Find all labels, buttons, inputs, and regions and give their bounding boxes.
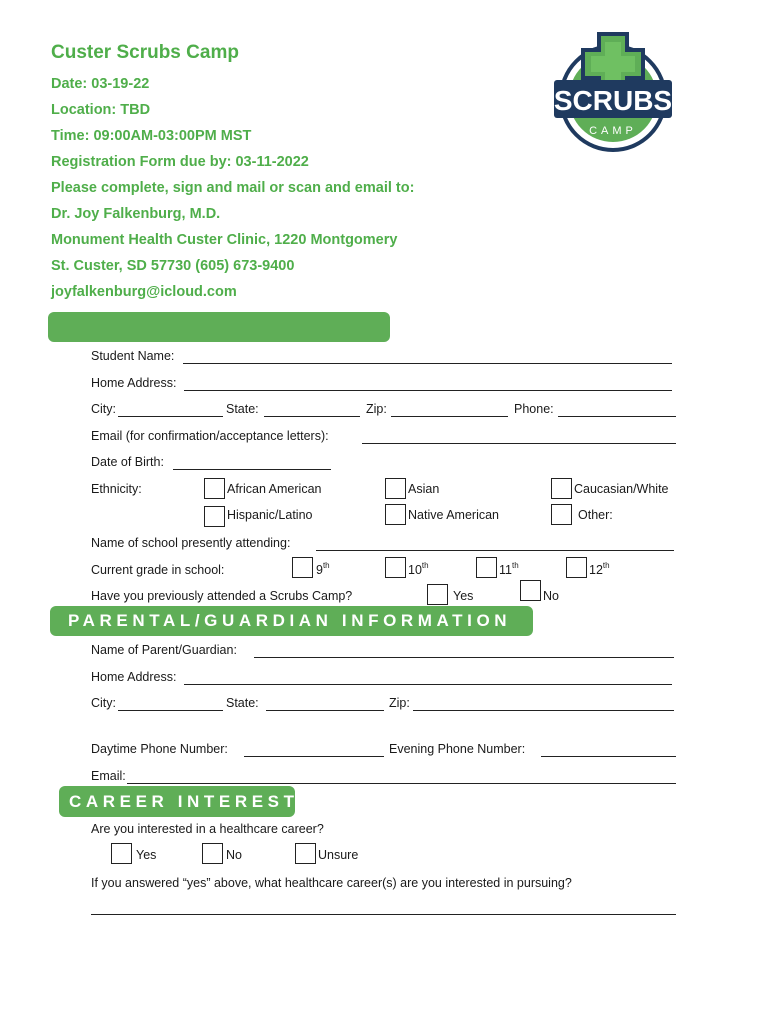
previous-no-checkbox[interactable] <box>520 580 541 601</box>
student-info-band <box>48 312 390 342</box>
ethnicity-african-american-checkbox[interactable] <box>204 478 225 499</box>
daytime-phone-label: Daytime Phone Number: <box>91 742 228 756</box>
grade-9-label: 9th <box>316 561 330 577</box>
school-field[interactable] <box>316 550 674 551</box>
previous-yes-checkbox[interactable] <box>427 584 448 605</box>
grade-label: Current grade in school: <box>91 563 225 577</box>
career-followup-answer-field[interactable] <box>91 914 676 915</box>
student-name-field[interactable] <box>183 363 672 364</box>
school-label: Name of school presently attending: <box>91 536 291 550</box>
ethnicity-asian-checkbox[interactable] <box>385 478 406 499</box>
grade-9-checkbox[interactable] <box>292 557 313 578</box>
city-field[interactable] <box>118 416 223 417</box>
career-no-label: No <box>226 848 242 862</box>
ethnicity-hispanic-label: Hispanic/Latino <box>227 508 313 522</box>
parent-email-field[interactable] <box>127 783 676 784</box>
parent-zip-field[interactable] <box>413 710 674 711</box>
career-yes-checkbox[interactable] <box>111 843 132 864</box>
form-title: Custer Scrubs Camp <box>51 42 239 63</box>
career-section-heading: CAREER INTEREST <box>69 792 299 811</box>
parent-name-field[interactable] <box>254 657 674 658</box>
city-label: City: <box>91 402 116 416</box>
grade-11-label: 11th <box>499 561 519 577</box>
zip-field[interactable] <box>391 416 508 417</box>
ethnicity-caucasian-label: Caucasian/White <box>574 482 669 496</box>
career-question: Are you interested in a healthcare career? <box>91 822 324 836</box>
evening-phone-label: Evening Phone Number: <box>389 742 526 756</box>
parent-section-heading: PARENTAL/GUARDIAN INFORMATION <box>68 611 512 630</box>
home-address-label: Home Address: <box>91 376 177 390</box>
parent-address-field[interactable] <box>184 684 672 685</box>
grade-10-label: 10th <box>408 561 429 577</box>
logo-word: SCRUBS <box>553 85 673 116</box>
daytime-phone-field[interactable] <box>244 756 384 757</box>
parent-name-label: Name of Parent/Guardian: <box>91 643 237 657</box>
evening-phone-field[interactable] <box>541 756 676 757</box>
ethnicity-other-checkbox[interactable] <box>551 504 572 525</box>
home-address-field[interactable] <box>184 390 672 391</box>
contact-address-1: Monument Health Custer Clinic, 1220 Montgomery <box>51 232 398 248</box>
parent-zip-label: Zip: <box>389 696 410 710</box>
ethnicity-native-american-checkbox[interactable] <box>385 504 406 525</box>
parent-city-field[interactable] <box>118 710 223 711</box>
zip-label: Zip: <box>366 402 387 416</box>
career-unsure-checkbox[interactable] <box>295 843 316 864</box>
student-name-label: Student Name: <box>91 349 175 363</box>
phone-label: Phone: <box>514 402 554 416</box>
parent-city-label: City: <box>91 696 116 710</box>
state-field[interactable] <box>264 416 360 417</box>
ethnicity-native-american-label: Native American <box>408 508 500 522</box>
grade-11-checkbox[interactable] <box>476 557 497 578</box>
parent-address-label: Home Address: <box>91 670 177 684</box>
career-no-checkbox[interactable] <box>202 843 223 864</box>
career-yes-label: Yes <box>136 848 157 862</box>
ethnicity-hispanic-checkbox[interactable] <box>204 506 225 527</box>
previous-attendance-label: Have you previously attended a Scrubs Camp? <box>91 589 353 603</box>
grade-10-checkbox[interactable] <box>385 557 406 578</box>
dob-field[interactable] <box>173 469 331 470</box>
ethnicity-caucasian-checkbox[interactable] <box>551 478 572 499</box>
event-date: Date: 03-19-22 <box>51 76 150 92</box>
ethnicity-asian-label: Asian <box>408 482 440 496</box>
previous-no-label: No <box>543 589 559 603</box>
parent-state-field[interactable] <box>266 710 384 711</box>
scrubs-camp-logo-graphic <box>552 30 674 158</box>
ethnicity-african-american-label: African American <box>227 482 322 496</box>
parent-state-label: State: <box>226 696 259 710</box>
parent-email-label: Email: <box>91 769 126 783</box>
scrubs-camp-logo <box>552 30 674 158</box>
logo-sub: CAMP <box>589 125 637 137</box>
event-time: Time: 09:00AM-03:00PM MST <box>51 128 252 144</box>
contact-address-2: St. Custer, SD 57730 (605) 673-9400 <box>51 258 295 274</box>
instructions: Please complete, sign and mail or scan and email to: <box>51 180 415 196</box>
previous-yes-label: Yes <box>453 589 474 603</box>
state-label: State: <box>226 402 259 416</box>
student-email-field[interactable] <box>362 443 676 444</box>
student-email-label: Email (for confirmation/acceptance letters): <box>91 429 329 443</box>
phone-field[interactable] <box>558 416 676 417</box>
grade-12-checkbox[interactable] <box>566 557 587 578</box>
career-followup-question: If you answered “yes” above, what healthcare career(s) are you interested in pursuing? <box>91 876 572 890</box>
dob-label: Date of Birth: <box>91 455 164 469</box>
ethnicity-label: Ethnicity: <box>91 482 142 496</box>
contact-name: Dr. Joy Falkenburg, M.D. <box>51 206 221 222</box>
grade-12-label: 12th <box>589 561 610 577</box>
career-unsure-label: Unsure <box>318 848 359 862</box>
registration-due: Registration Form due by: 03-11-2022 <box>51 154 309 170</box>
event-location: Location: TBD <box>51 102 151 118</box>
ethnicity-other-label: Other: <box>578 508 613 522</box>
contact-email: joyfalkenburg@icloud.com <box>51 284 237 300</box>
